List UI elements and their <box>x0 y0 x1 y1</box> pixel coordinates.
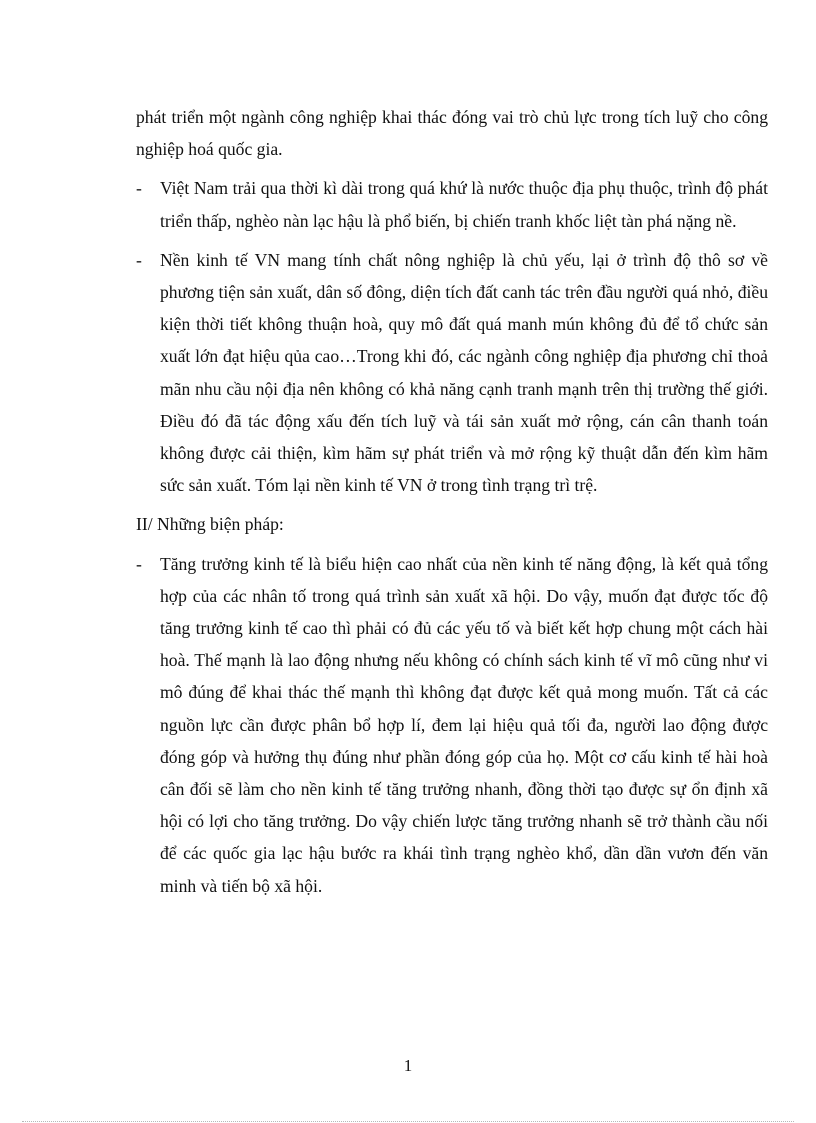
bullet-dash: - <box>136 178 142 199</box>
bullet-dash: - <box>136 249 142 270</box>
section-heading: II/ Những biện pháp: <box>136 514 284 535</box>
bullet-text: Việt Nam trải qua thời kì dài trong quá khứ là nước thuộc địa phụ thuộc, trình độ phát triển thấp, nghèo nàn lạc hậu là phổ biến, bị chiến tranh khốc liệt tàn phá nặng nề. <box>160 178 768 231</box>
bullet-item-vietnam-history <box>136 172 768 236</box>
page-number: 1 <box>403 1056 413 1075</box>
page-bottom-edge <box>22 1121 794 1122</box>
intro-paragraph: phát triển một ngành công nghiệp khai thác đóng vai trò chủ lực trong tích luỹ cho công nghiệp hoá quốc gia. <box>136 107 768 160</box>
bullet-text: Nền kinh tế VN mang tính chất nông nghiệp là chủ yếu, lại ở trình độ thô sơ về phương tiện sản xuất, dân số đông, diện tích đất canh tác trên đầu người quá nhỏ, điều kiện thời tiết không thuận hoà, quy mô đất quá manh mún không đủ để tổ chức sản xuất lớn đạt hiệu qủa cao…Trong khi đó, các ngành công nghiệp địa phương chỉ thoả mãn nhu cầu nội địa nên không có khả năng cạnh tranh mạnh trên thị trường thế giới. Điều đó đã tác động xấu đến tích luỹ và tái sản xuất mở rộng, cán cân thanh toán không được cải thiện, kìm hãm sự phát triển và mở rộng kỹ thuật dẫn đến kìm hãm sức sản xuất. Tóm lại nền kinh tế VN ở trong tình trạng trì trệ. <box>160 249 768 496</box>
document-body <box>136 101 768 909</box>
bullet-text: Tăng trưởng kinh tế là biểu hiện cao nhất của nền kinh tế năng động, là kết quả tổng hợp của các nhân tố trong quá trình sản xuất xã hội. Do vậy, muốn đạt được tốc độ tăng trưởng kinh tế cao thì phải có đủ các yếu tố và biết kết hợp chung một cách hài hoà. Thế mạnh là lao động nhưng nếu không có chính sách kinh tế vĩ mô cũng như vi mô đúng để khai thác thế mạnh thì không đạt được kết quả mong muốn. Tất cả các nguồn lực cần được phân bổ hợp lí, đem lại hiệu quả tối đa, người lao động được đóng góp và hưởng thụ đúng như phần đóng góp của họ. Một cơ cấu kinh tế hài hoà cân đối sẽ làm cho nền kinh tế tăng trưởng nhanh, đồng thời tạo được sự ổn định xã hội có lợi cho tăng trưởng. Do vậy chiến lược tăng trưởng nhanh sẽ trở thành cầu nối để các quốc gia lạc hậu bước ra khái tình trạng nghèo khổ, dần dần vươn đến văn minh và tiến bộ xã hội. <box>160 553 768 896</box>
bullet-dash: - <box>136 553 142 574</box>
bullet-item-agricultural-economy <box>136 244 768 502</box>
bullet-item-economic-growth <box>136 548 768 902</box>
